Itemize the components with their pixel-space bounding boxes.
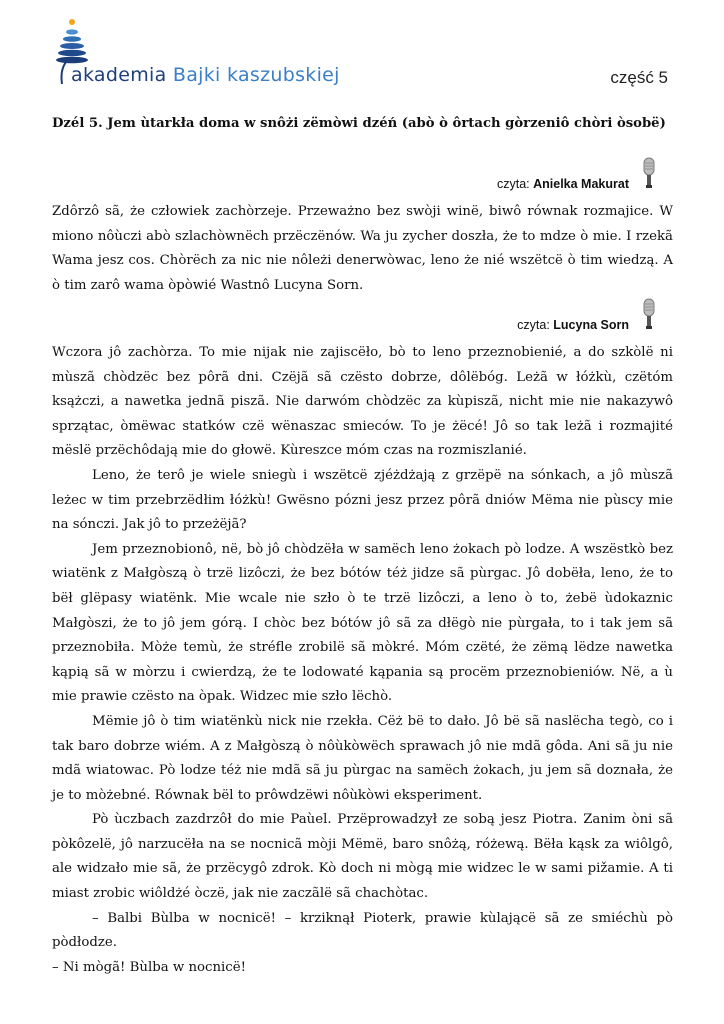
reader-prefix: czyta: [497,177,534,191]
logo-word-akademia: akademia [71,64,167,86]
story-paragraph: Wczora jô zachòrza. To mie nijak nie zajiscëło, bò to leno przeznobienié, a do szkòlë ni mùszã chòdzëc bez pôrã dni. Czëjã sã czësto dobrze, dôlëbóg. Leżã w łóżkù, czëtóm ksążczi, a nawetka jednã piszã. Nie darwóm chòdzëc za kùpiszã, nicht mie nie nakazywô sprzątac, òmëwac statków czë wënaszac smieców. To je żëcé! Jô so tak leżã i rozmajité mëslë przëchôdają mie do głowë. Kùreszce móm czas na rozmiszlanié. [52,345,673,459]
logo-word-bajki: Bajki [172,64,221,86]
intro-paragraph: Zdôrzô sã, że człowiek zachòrzeje. Przeważno bez swòji winë, biwô równak rozmajice. W miono nôùczi abò szlachòwnëch przëczënów. Wa ju zycher doszła, że to mdze ò mie. I rzekã Wama jesz cos. Chòrëch za nic nie nôleżi denerwòwac, leno że nié wszëtcë ò tim wiedzą. A ò tim zarô wama òpòwié Wastnô Lucyna Sorn. [52,204,673,293]
academy-logo [52,18,362,88]
part-label: część 5 [610,68,668,87]
reader-line-1 [497,177,629,191]
story-paragraph: Leno, że terô je wiele sniegù i wszëtcë zjéżdżają z grzëpë na sónkach, a jô mùszã leżec w tim przebrzëdłim łóżkù! Gwësno pózni jesz przez pôrã dniów Mëma nie pùscy mie na sónczi. Jak jô to przeżëjã? [52,467,673,533]
logo-word-kaszubskiej: kaszubskiej [226,64,340,86]
microphone-icon [640,157,658,189]
chapter-title: Dzél 5. Jem ùtarkła doma w snôżi zëmòwi dzéń (abò ò ôrtach gòrzeniô chòri òsobë) [52,116,666,131]
microphone-icon [640,298,658,330]
story-paragraph: Mëmie jô ò tim wiatënkù nick nie rzekła. Cëż bë to dało. Jô bë sã naslëcha tegò, co i tak baro dobrze wiém. A z Małgòszą ò nôùkòwëch sprawach jô nie mdã gôda. Ani sã ju nie mdã wiatowac. Pò lodze téż nie mdã sã ju pùrgac na samëch żokach, ju jem sã doznała, że je to mòżebné. Równak bël to prôwdzëwi nôùkòwi eksperiment. [52,713,673,803]
logo-text [71,64,340,86]
reader-name: Anielka Makurat [533,177,629,191]
reader-name: Lucyna Sorn [553,318,629,332]
reader-line-2 [517,318,629,332]
story-paragraph: Jem przeznobionô, në, bò jô chòdzëła w samëch leno żokach pò lodze. A wszëstkò bez wiatënk z Małgòszą ò trzë lizôczi, że bez bótów téż jidze sã pùrgac. Jô dobëła, leno, że to bëł glëpasy wiatënk. Mie wcale nie szło ò te trzë lizôczi, a leno ò to, żebë ùdokaznic Małgòszi, że to jô jem górą. I chòc bez bótów jô sã za dłëgò nie pùrgała, to i tak jem sã przeznobiła. Mòże temù, że stréfle zrobilë sã mòkré. Móm czëté, że zëmą lëdze nawetka kąpią sã w mòrzu i cwierdzą, że te lodowaté kąpania są procëm przeznobieniów. Në, a ù mie prawie czësto na òpak. Widzec mie szło lëchò. [52,541,673,705]
story-body [52,341,673,980]
dialogue-line: – Balbi Bùlba w nocnicë! – krziknął Pioterk, prawie kùlającë sã ze smiéchù pò pòdłodze. [52,910,673,951]
reader-prefix: czyta: [517,318,554,332]
dialogue-line: – Ni mògã! Bùlba w nocnicë! [52,959,246,975]
story-paragraph: Pò ùczbach zazdrzôł do mie Paùel. Przëprowadzył ze sobą jesz Piotra. Zanim òni sã pòkôzelë, jô narzucëła na se nocnicã mòji Mëmë, baro snôżą, różewą. Bëła kąsk za wiôlgô, ale widzało mie sã, że przëcygô zdrok. Kò doch ni mògą mie widzec le w sami pižamie. A ti miast zrobic wiôldżé òczë, jak nie zaczãlë sã chachòtac. [52,812,673,902]
